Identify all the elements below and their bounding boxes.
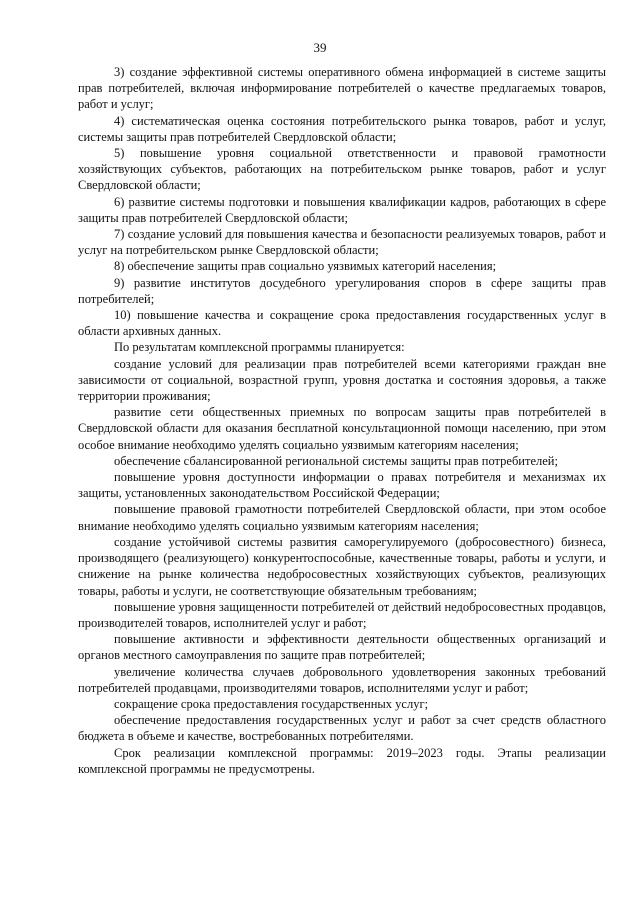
- paragraph-1: 3) создание эффективной системы оперативного обмена информацией в системе защиты прав потребителей, включая информирование потребителей о качестве предлагаемых товаров, работ и услуг;: [78, 65, 606, 112]
- page-number: 39: [313, 40, 327, 55]
- paragraph-16: повышение уровня защищенности потребителей от действий недобросовестных продавцов, производителей товаров, исполнителей услуг и работ;: [78, 599, 606, 630]
- paragraph-13: повышение уровня доступности информации о правах потребителя и механизмах их защиты, установленных законодательством Российской Федерации;: [78, 470, 606, 501]
- page-content: [78, 64, 606, 777]
- paragraph-19: сокращение срока предоставления государственных услуг;: [114, 696, 429, 711]
- paragraph-20: обеспечение предоставления государственных услуг и работ за счет средств областного бюджета в объеме и качестве, востребованных потребителями.: [78, 713, 606, 744]
- paragraph-12: обеспечение сбалансированной региональной системы защиты прав потребителей;: [114, 453, 558, 468]
- paragraph-15: создание устойчивой системы развития саморегулируемого (добросовестного) бизнеса, производящего (реализующего) конкурентоспособные, качественные товары, работы и услуги, и снижение на рынке количества недобросовестных хозяйствующих субъектов, реализующих товары, работы и услуги, не соответствующие обязательным требованиям;: [78, 534, 606, 598]
- paragraph-21: Срок реализации комплексной программы: 2019–2023 годы. Этапы реализации комплексной программы не предусмотрены.: [78, 745, 606, 776]
- paragraph-6: 8) обеспечение защиты прав социально уязвимых категорий населения;: [114, 259, 497, 274]
- paragraph-8: 10) повышение качества и сокращение срока предоставления государственных услуг в области архивных данных.: [78, 308, 606, 339]
- paragraph-2: 4) систематическая оценка состояния потребительского рынка товаров, работ и услуг, системы защиты прав потребителей Свердловской области;: [78, 113, 606, 144]
- paragraph-17: повышение активности и эффективности деятельности общественных организаций и органов местного самоуправления по защите прав потребителей;: [78, 632, 606, 663]
- paragraph-7: 9) развитие институтов досудебного урегулирования споров в сфере защиты прав потребителей;: [78, 275, 606, 306]
- paragraph-18: увеличение количества случаев добровольного удовлетворения законных требований потребителей продавцами, производителями товаров, исполнителями услуг и работ;: [78, 664, 606, 695]
- paragraph-4: 6) развитие системы подготовки и повышения квалификации кадров, работающих в сфере защиты прав потребителей Свердловской области;: [78, 194, 606, 225]
- paragraph-11: развитие сети общественных приемных по вопросам защиты прав потребителей в Свердловской области для оказания бесплатной консультационной помощи населению, при этом особое внимание необходимо уделять социально уязвимым категориям населения;: [78, 405, 606, 452]
- paragraph-5: 7) создание условий для повышения качества и безопасности реализуемых товаров, работ и услуг на потребительском рынке Свердловской области;: [78, 227, 606, 258]
- paragraph-10: создание условий для реализации прав потребителей всеми категориями граждан вне зависимости от социальной, возрастной групп, уровня достатка и состояния здоровья, а также территории проживания;: [78, 356, 606, 404]
- paragraph-14: повышение правовой грамотности потребителей Свердловской области, при этом особое внимание необходимо уделять социально уязвимым категориям населения;: [78, 502, 606, 533]
- paragraph-3: 5) повышение уровня социальной ответственности и правовой грамотности хозяйствующих субъектов, работающих на потребительском рынке товаров, работ и услуг Свердловской области;: [78, 146, 606, 193]
- paragraph-9: По результатам комплексной программы планируется:: [114, 340, 405, 355]
